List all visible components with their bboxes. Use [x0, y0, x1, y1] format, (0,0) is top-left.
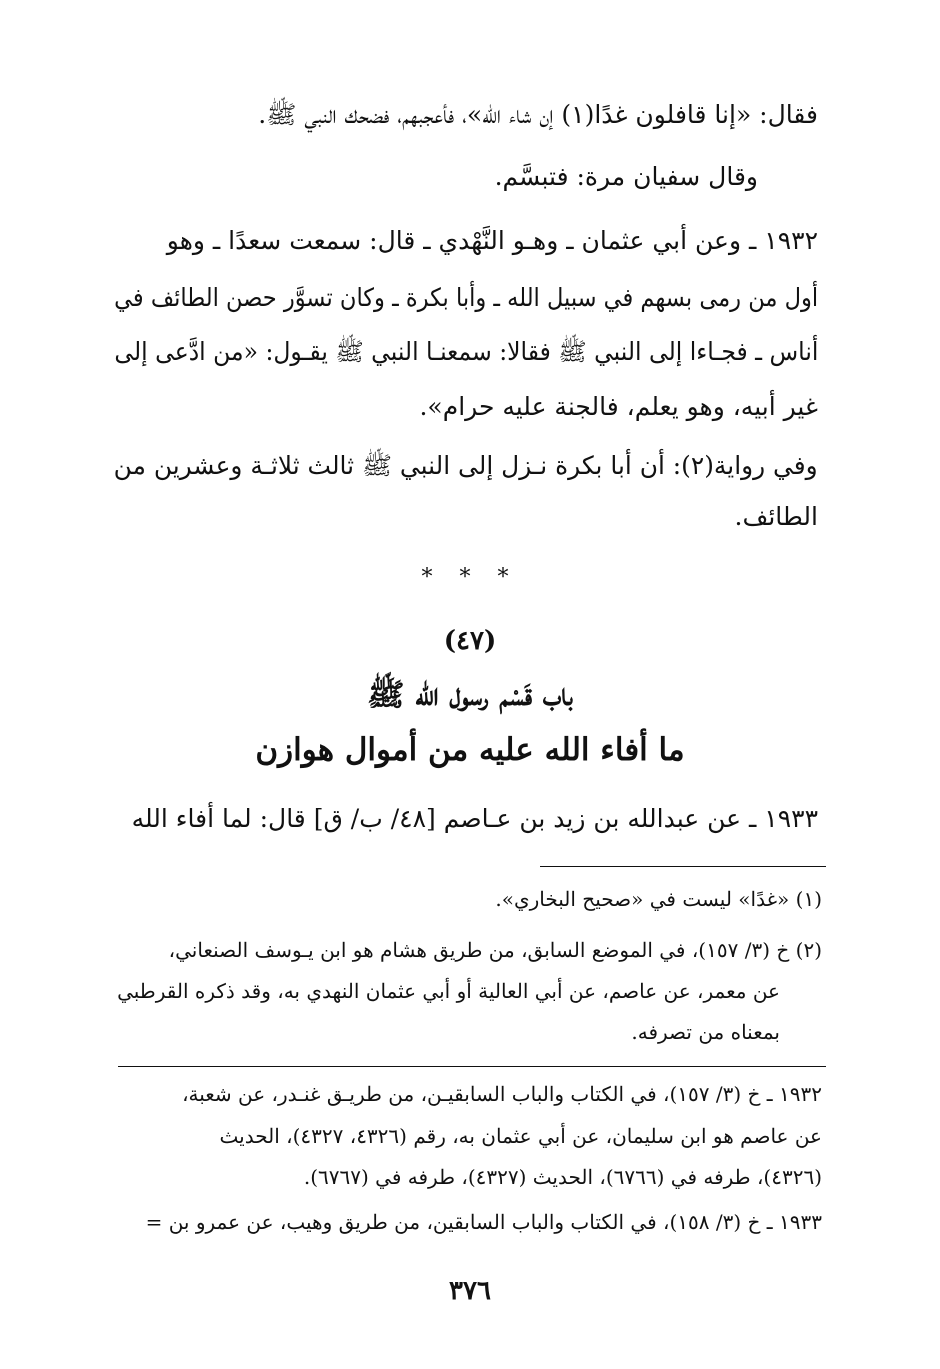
riwaya-line-2: الطائف. [734, 502, 818, 531]
footnote-2-line-2: عن معمر، عن عاصم، عن أبي العالية أو أبي عثمان النهدي به، وقد ذكره القرطبي [117, 979, 780, 1003]
sources-divider [118, 1066, 826, 1067]
footnote-1: (١) «غدًا» ليست في «صحيح البخاري». [495, 887, 822, 911]
source-1933-line-1: ١٩٣٣ ـ خ (٣/ ١٥٨)، في الكتاب والباب السابقين، من طريق وهيب، عن عمرو بن = [145, 1210, 822, 1234]
riwaya-line-1: وفي رواية(٢): أن أبا بكرة نـزل إلى النبي ﷺ ثالث ثلاثـة وعشرين من [114, 451, 818, 480]
text-line-1: فقال: «إنا قافلون غدًا(١) إن شاء الله»، فأعجبهم، فضحك النبي ﷺ. [258, 100, 818, 129]
footnote-2-line-1: (٢) خ (٣/ ١٥٧)، في الموضع السابق، من طريق هشام هو ابن يـوسف الصنعاني، [168, 938, 822, 962]
footnote-divider [540, 866, 826, 867]
text-line-2: وقال سفيان مرة: فتبسَّم. [494, 162, 758, 191]
source-1932-line-1: ١٩٣٢ ـ خ (٣/ ١٥٧)، في الكتاب والباب السابقيـن، من طريـق غنـدر، عن شعبة، [182, 1082, 822, 1106]
chapter-title-line-1: باب قَسْم رسول الله ﷺ [367, 677, 573, 713]
page-number: ٣٧٦ [449, 1276, 491, 1306]
hadith-1932-line-1: ١٩٣٢ ـ وعن أبي عثمان ـ وهـو النَّهْدي ـ قال: سمعت سعدًا ـ وهو [166, 226, 818, 255]
section-separator: * * * [421, 565, 519, 590]
source-1932-line-3: (٤٣٢٦)، طرفه في (٦٧٦٦)، الحديث (٤٣٢٧)، طرفه في (٦٧٦٧). [303, 1165, 822, 1189]
chapter-number: (٤٧) [443, 626, 497, 656]
hadith-1932-line-3: أناس ـ فجـاءا إلى النبي ﷺ فقالا: سمعنـا النبي ﷺ يقـول: «من ادَّعى إلى [114, 337, 818, 366]
hadith-1933-line-1: ١٩٣٣ ـ عن عبدالله بن زيد بن عـاصم [٤٨/ ب/ ق] قال: لما أفاء الله [131, 804, 818, 833]
footnote-2-line-3: بمعناه من تصرفه. [631, 1020, 780, 1044]
hadith-1932-line-4: غير أبيه، وهو يعلم، فالجنة عليه حرام». [419, 392, 818, 421]
chapter-title-line-2: ما أفاء الله عليه من أموال هوازن [255, 732, 685, 768]
hadith-1932-line-2: أول من رمى بسهم في سبيل الله ـ وأبا بكرة ـ وكان تسوَّر حصن الطائف في [114, 283, 818, 312]
source-1932-line-2: عن عاصم هو ابن سليمان، عن أبي عثمان به، رقم (٤٣٢٦، ٤٣٢٧)، الحديث [219, 1124, 822, 1148]
